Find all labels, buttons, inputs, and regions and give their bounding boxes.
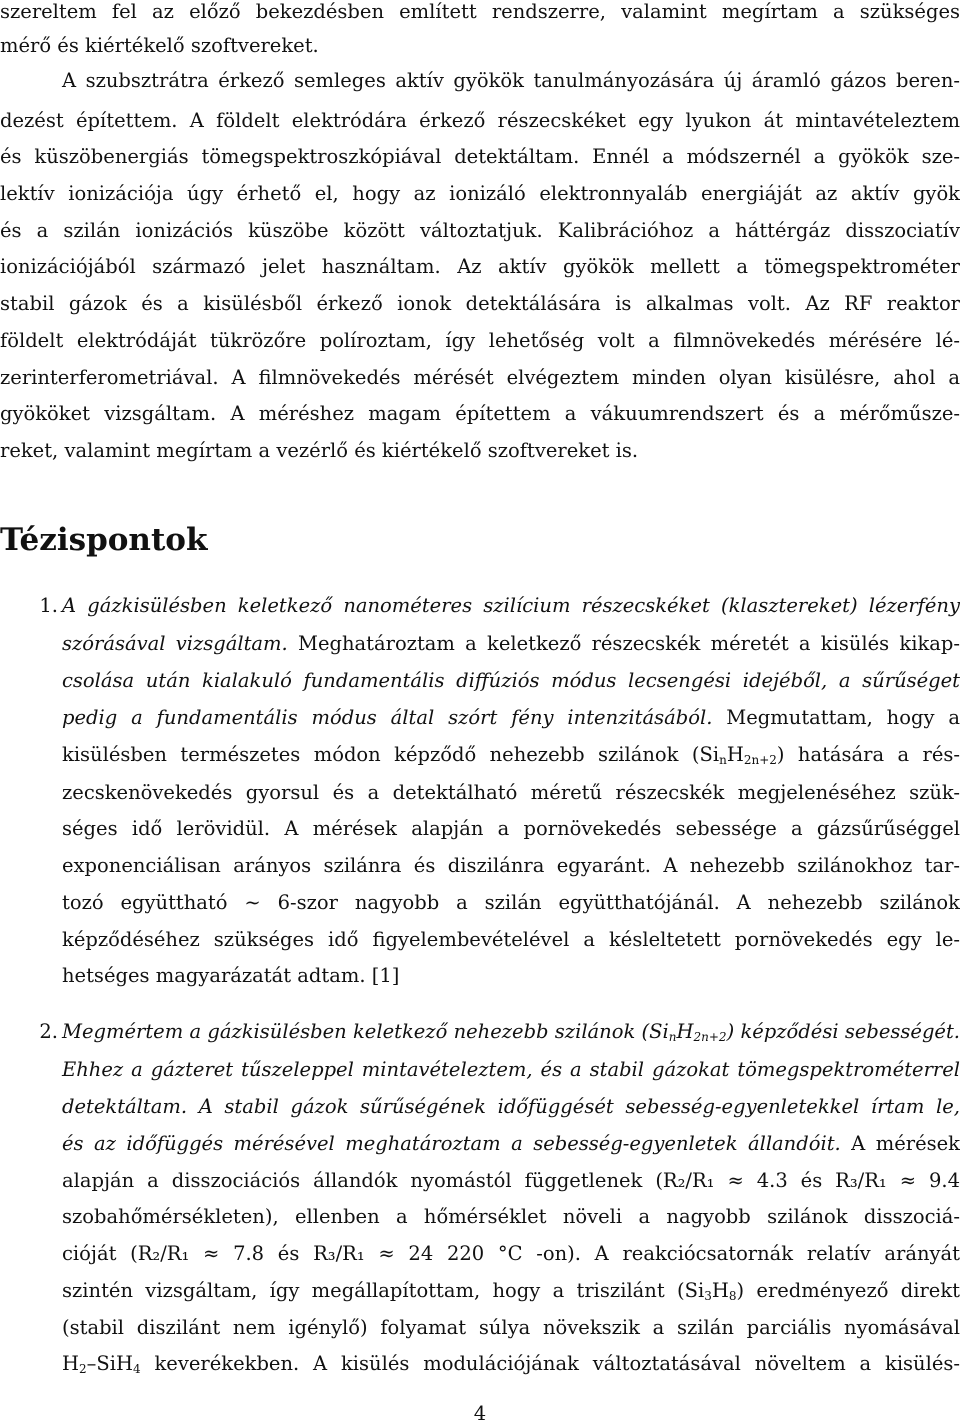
paragraph-line: mérő és kiértékelő szoftvereket. [0, 34, 319, 57]
thesis-line [62, 1015, 960, 1049]
thesis-line [62, 627, 960, 661]
thesis-emphasis: Megmértem a gázkisülésben keletkező nehezebb szilánok (Si [62, 1020, 669, 1043]
thesis-text: keverékekben. A kisülés modulációjának változtatásával növeltem a kisülés- [140, 1352, 960, 1375]
paragraph-line: szereltem fel az előző bekezdésben említett rendszerre, valamint megírtam a szükséges [0, 0, 960, 23]
page-number: 4 [473, 1402, 487, 1425]
formula-subscript: 4 [133, 1362, 141, 1376]
thesis-text: Meghatároztam a keletkező részecskék méretét a kisülés kikap- [287, 632, 960, 655]
paragraph-line: és küszöbenergiás tömegspektroszkópiával detektáltam. Ennél a módszernél a gyökök sze- [0, 145, 960, 168]
paragraph-line: földelt elektródáját tükrözőre políroztam, így lehetőség volt a filmnövekedés mérésére lé- [0, 329, 960, 352]
paragraph-line: ionizációjából származó jelet használtam. Az aktív gyökök mellett a tömegspektrométer [0, 255, 960, 278]
formula-subscript: n [719, 753, 727, 767]
formula-element: H [711, 1279, 729, 1302]
formula-element: H [726, 743, 744, 766]
thesis-line: alapján a disszociációs állandók nyomástól függetlenek (R₂/R₁ ≈ 4.3 és R₃/R₁ ≈ 9.4 [62, 1169, 960, 1192]
paragraph-line: A szubsztrátra érkező semleges aktív gyökök tanulmányozására új áramló gázos beren- [62, 69, 960, 92]
thesis-text: szintén vizsgáltam, így megállapítottam, hogy a triszilánt (Si [62, 1279, 705, 1302]
formula-element: H [676, 1020, 694, 1043]
thesis-line: séges idő lerövidül. A mérések alapján a pornövekedés sebessége a gázsűrűséggel [62, 817, 960, 840]
list-number: 1. [39, 594, 58, 617]
thesis-line: A gázkisülésben keletkező nanométeres szilícium részecskéket (klasztereket) lézerfény [62, 594, 960, 617]
thesis-line: hetséges magyarázatát adtam. [1] [62, 964, 400, 987]
thesis-line [62, 701, 960, 735]
formula-element: H [62, 1352, 80, 1375]
thesis-line: képződéséhez szükséges idő figyelembevételével a késleltetett pornövekedés egy le- [62, 928, 960, 951]
paragraph-line: és a szilán ionizációs küszöbe között változtatjuk. Kalibrációhoz a háttérgáz disszociatív [0, 219, 960, 242]
thesis-text: ) hatására a rés- [776, 743, 960, 766]
paragraph-line: reket, valamint megírtam a vezérlő és kiértékelő szoftvereket is. [0, 439, 639, 462]
thesis-line [62, 738, 960, 772]
thesis-emphasis: szórásával vizsgáltam. [62, 632, 288, 655]
thesis-line: Ehhez a gázteret tűszeleppel mintavételeztem, és a stabil gázokat tömegspektrométerrel [62, 1058, 960, 1081]
thesis-emphasis: pedig a fundamentális módus által szórt fény intenzitásából. [62, 706, 713, 729]
thesis-line: exponenciálisan arányos szilánra és diszilánra egyaránt. A nehezebb szilánokhoz tar- [62, 854, 960, 877]
paragraph-line: dezést építettem. A földelt elektródára érkező részecskéket egy lyukon át mintavételeztem [0, 109, 960, 132]
thesis-text: A mérések [840, 1132, 960, 1155]
thesis-line: (stabil diszilánt nem igénylő) folyamat súlya növekszik a szilán parciális nyomásával [62, 1316, 960, 1339]
paragraph-line: gyököket vizsgáltam. A méréshez magam építettem a vákuumrendszert és a mérőműsze- [0, 402, 960, 425]
thesis-line: zecskenövekedés gyorsul és a detektálható méretű részecskék megjelenéséhez szük- [62, 781, 960, 804]
paragraph-line: lektív ionizációja úgy érhető el, hogy az ionizáló elektronnyaláb energiáját az aktív gyök [0, 182, 960, 205]
thesis-line: tozó együttható ∼ 6-szor nagyobb a szilán együtthatójánál. A nehezebb szilánok [62, 891, 960, 914]
list-number: 2. [39, 1020, 58, 1043]
thesis-text: kisülésben természetes módon képződő nehezebb szilánok (Si [62, 743, 720, 766]
paragraph-line: zerinterferometriával. A filmnövekedés mérését elvégeztem minden olyan kisülésre, ahol a [0, 366, 960, 389]
thesis-line: cióját (R₂/R₁ ≈ 7.8 és R₃/R₁ ≈ 24 220 °C -on). A reakciócsatornák relatív arányát [62, 1242, 960, 1265]
thesis-text: Megmutattam, hogy a [712, 706, 960, 729]
thesis-emphasis: ) képződési sebességét. [726, 1020, 960, 1043]
formula-subscript: 2 [79, 1362, 87, 1376]
formula-subscript: 8 [728, 1289, 737, 1303]
thesis-line [62, 1347, 960, 1381]
thesis-line [62, 1127, 960, 1161]
formula-subscript: n [668, 1030, 677, 1044]
formula-subscript: 2n+2 [743, 753, 777, 767]
thesis-emphasis: és az időfüggés mérésével meghatároztam a sebesség-egyenletek állandóit. [62, 1132, 841, 1155]
thesis-line: detektáltam. A stabil gázok sűrűségének időfüggését sebesség-egyenletekkel írtam le, [62, 1095, 960, 1118]
thesis-line [62, 1274, 960, 1308]
thesis-line: csolása után kialakuló fundamentális diffúziós módus lecsengési idejéből, a sűrűséget [62, 669, 960, 692]
thesis-text: ) eredményező direkt [736, 1279, 960, 1302]
formula-element: –SiH [86, 1352, 134, 1375]
section-title: Tézispontok [0, 522, 208, 558]
formula-subscript: 3 [704, 1289, 712, 1303]
thesis-line: szobahőmérsékleten), ellenben a hőmérséklet növeli a nagyobb szilánok disszociá- [62, 1205, 960, 1228]
paragraph-line: stabil gázok és a kisülésből érkező ionok detektálására is alkalmas volt. Az RF reaktor [0, 292, 960, 315]
formula-subscript: 2n+2 [693, 1030, 727, 1044]
